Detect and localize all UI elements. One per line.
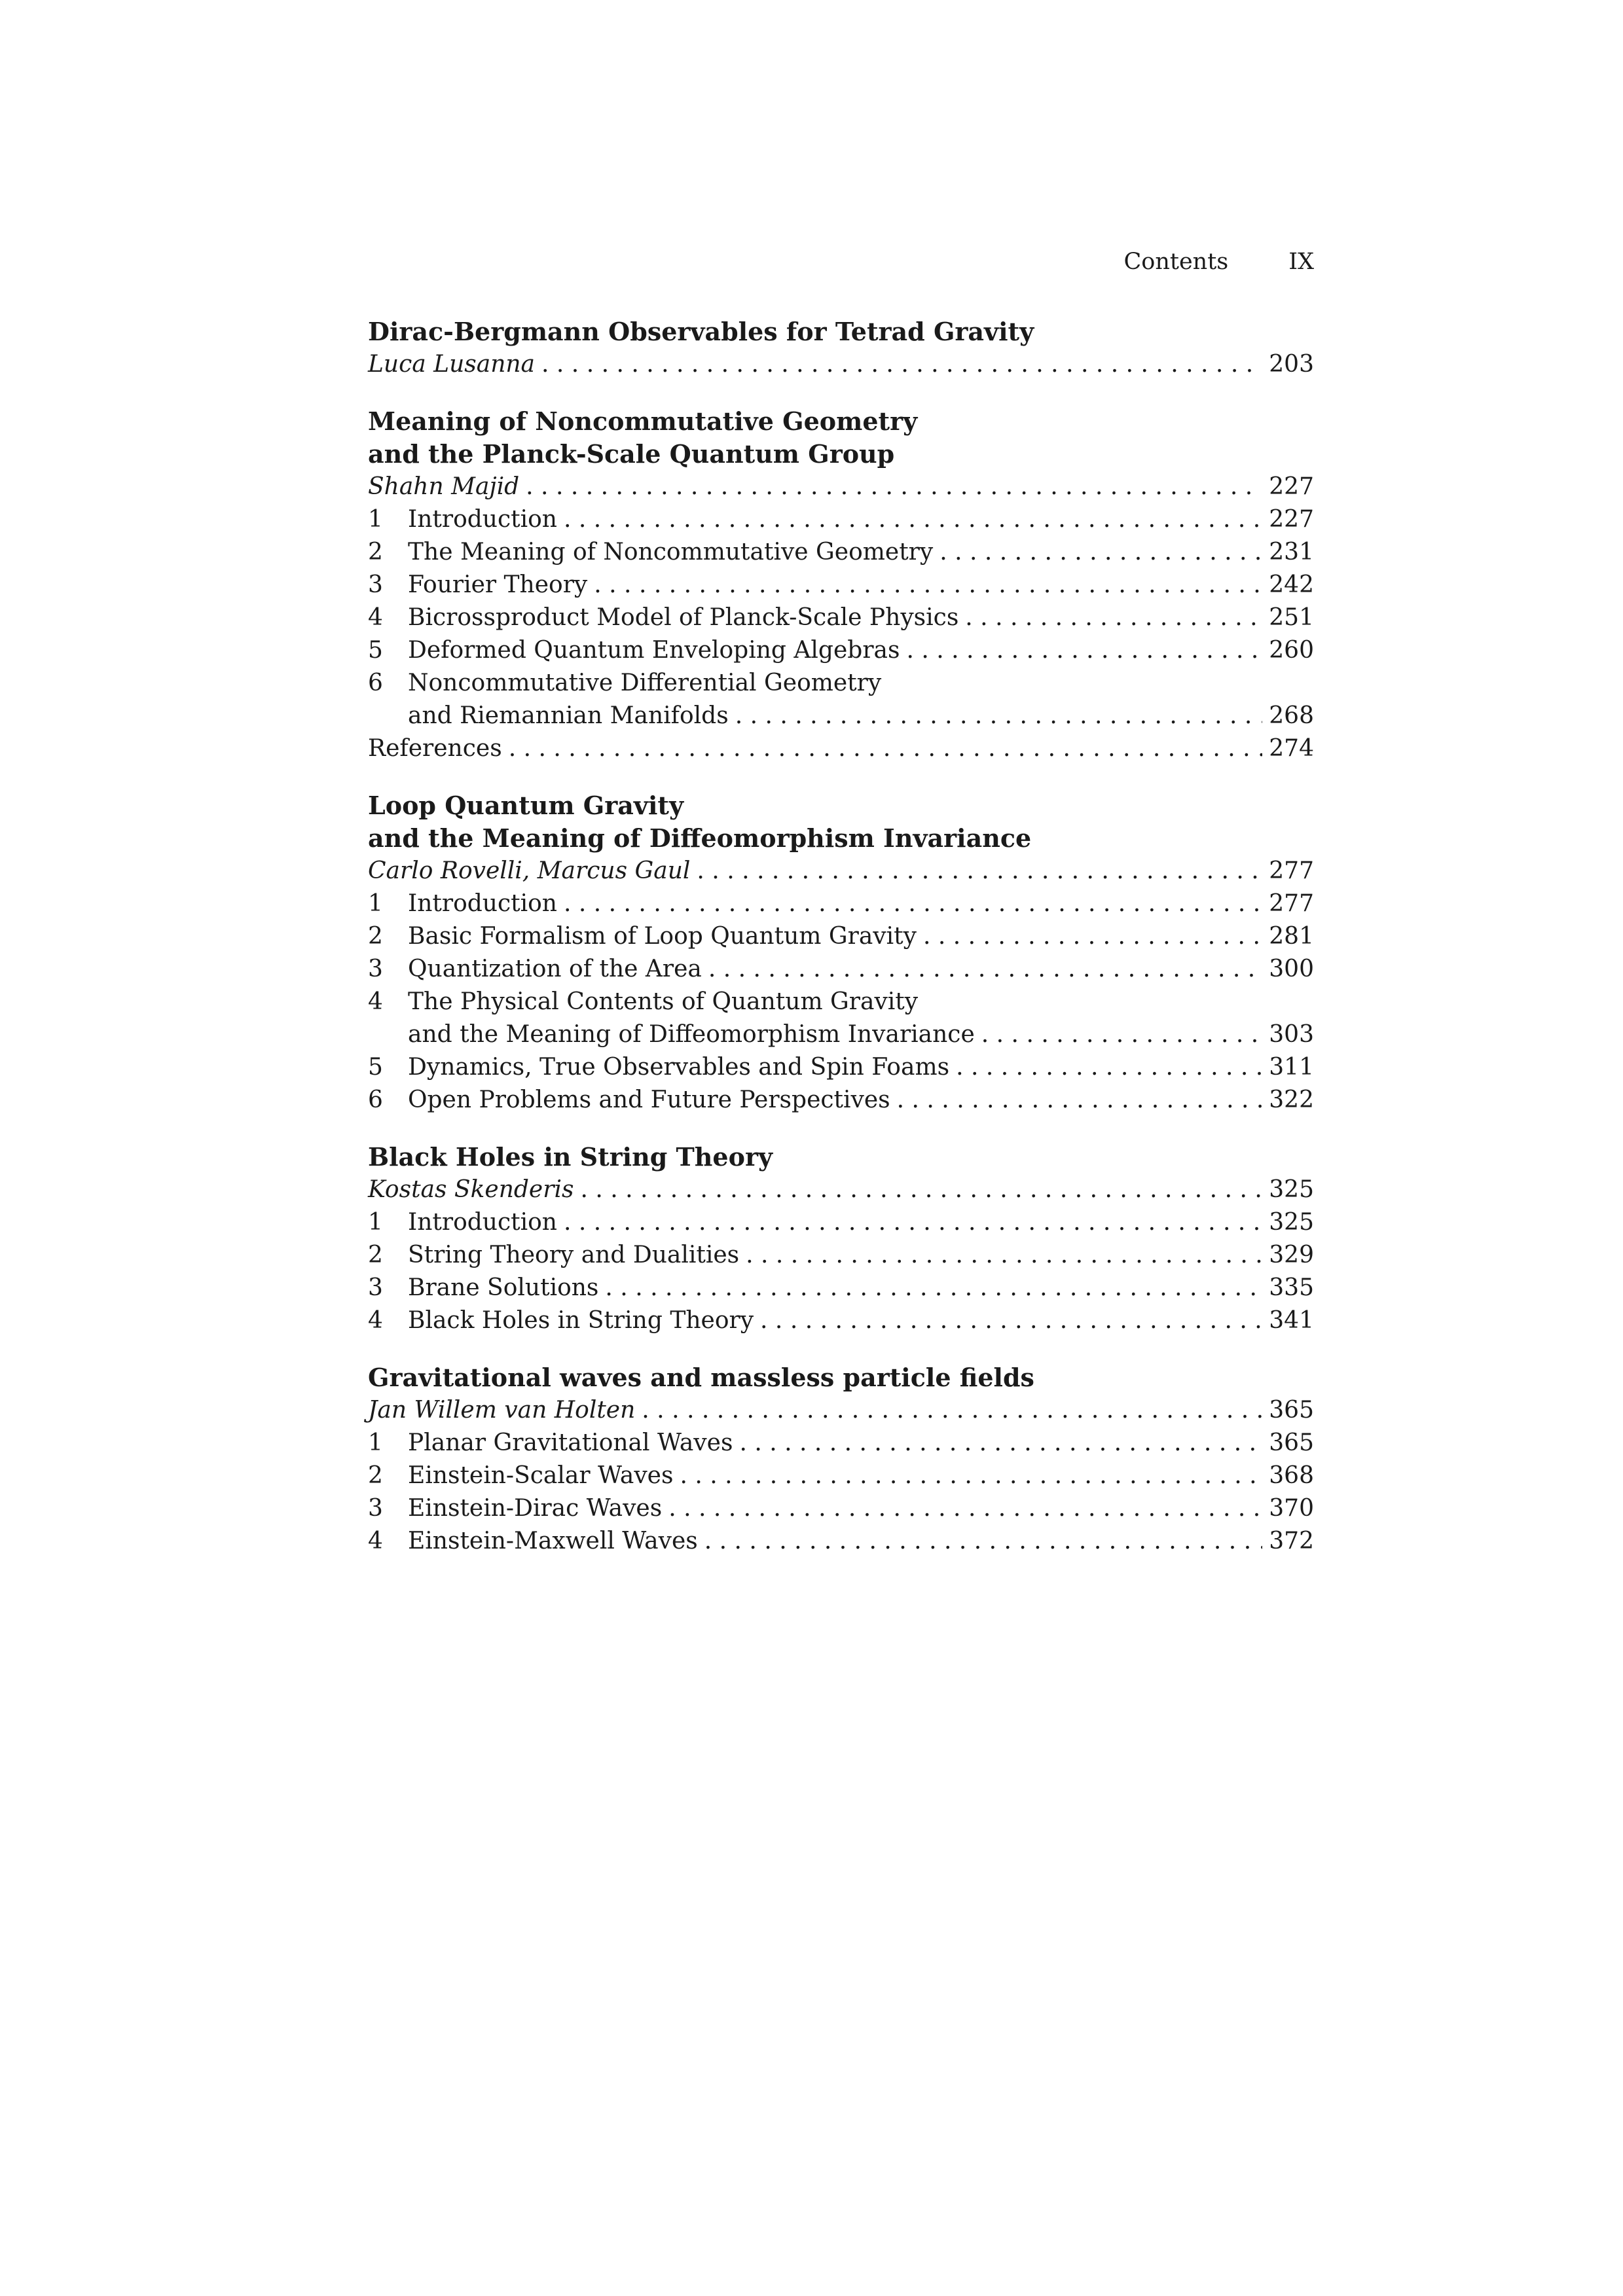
page-number: 277 (1269, 857, 1314, 884)
author-name: Shahn Majid (368, 473, 520, 500)
chapter-number: 1 (368, 506, 383, 533)
chapter-title: Black Holes in String Theory (408, 1307, 754, 1334)
author-entry[interactable] (368, 348, 1314, 381)
dot-leader (735, 700, 1263, 732)
chapter-title: Basic Formalism of Loop Quantum Gravity (408, 923, 917, 950)
page-number: 368 (1269, 1462, 1314, 1489)
chapter-number: 4 (368, 604, 383, 631)
dot-leader (981, 1018, 1263, 1051)
page-number: 268 (1269, 702, 1314, 729)
page-number: 322 (1269, 1086, 1314, 1113)
chapter-title: Introduction (408, 890, 557, 917)
toc-page (368, 249, 1314, 1582)
author-entry[interactable] (368, 471, 1314, 503)
toc-entry[interactable] (368, 1460, 1314, 1492)
dot-leader (956, 1051, 1262, 1084)
chapter-title: The Physical Contents of Quantum Gravity (408, 988, 919, 1015)
chapter-number: 2 (368, 539, 383, 565)
dot-leader (594, 569, 1262, 601)
page-number: 242 (1269, 571, 1314, 598)
chapter-number: 2 (368, 1462, 383, 1489)
dot-leader (605, 1272, 1262, 1304)
page-number: 325 (1269, 1209, 1314, 1236)
chapter-title: Introduction (408, 1209, 557, 1236)
chapter-number: 2 (368, 1242, 383, 1268)
author-name: Jan Willem van Holten (368, 1397, 636, 1424)
chapter-title: Einstein-Maxwell Waves (408, 1528, 698, 1554)
running-head (368, 249, 1314, 281)
section-title: Black Holes in String Theory (368, 1142, 773, 1172)
author-name: Luca Lusanna (368, 351, 536, 378)
chapter-number: 4 (368, 1307, 383, 1334)
dot-leader (897, 1084, 1263, 1117)
toc-entry[interactable] (368, 1018, 1314, 1051)
section-title-line-2: and the Planck-Scale Quantum Group (368, 439, 895, 469)
dot-leader (906, 634, 1262, 667)
chapter-title: Brane Solutions (408, 1274, 599, 1301)
chapter-number: 4 (368, 1528, 383, 1554)
chapter-number: 3 (368, 1495, 383, 1522)
section-title: Gravitational waves and massless particle fields (368, 1363, 1034, 1392)
dot-leader (541, 348, 1262, 381)
chapter-title: Bicrossproduct Model of Planck-Scale Physics (408, 604, 959, 631)
page-number: 370 (1269, 1495, 1314, 1522)
author-entry[interactable] (368, 1394, 1314, 1427)
chapter-title: Introduction (408, 506, 557, 533)
page-number: 341 (1269, 1307, 1314, 1334)
page-number: 303 (1269, 1021, 1314, 1048)
dot-leader (564, 1206, 1262, 1239)
page-number: 227 (1269, 506, 1314, 533)
chapter-title: Planar Gravitational Waves (408, 1429, 733, 1456)
toc-section-loop-quantum-gravity (368, 789, 1314, 1117)
dot-leader (708, 953, 1262, 986)
running-head-title: Contents (1123, 249, 1229, 275)
page-number: 251 (1269, 604, 1314, 631)
toc-entry[interactable] (368, 1084, 1314, 1117)
toc-entry[interactable] (368, 1272, 1314, 1304)
page-number: 203 (1269, 351, 1314, 378)
chapter-number: 6 (368, 1086, 383, 1113)
chapter-number: 5 (368, 1054, 383, 1081)
toc-entry[interactable] (368, 1051, 1314, 1084)
chapter-number: 6 (368, 670, 383, 696)
toc-entry[interactable] (368, 569, 1314, 601)
author-entry[interactable] (368, 855, 1314, 888)
dot-leader (739, 1427, 1262, 1460)
chapter-number: 1 (368, 890, 383, 917)
toc-entry[interactable] (368, 888, 1314, 920)
chapter-number: 3 (368, 956, 383, 982)
toc-entry[interactable] (368, 1239, 1314, 1272)
dot-leader (668, 1492, 1262, 1525)
toc-entry[interactable] (368, 503, 1314, 536)
toc-entry[interactable] (368, 634, 1314, 667)
page-number: 329 (1269, 1242, 1314, 1268)
chapter-title-continued: and the Meaning of Diffeomorphism Invariance (408, 1021, 975, 1048)
page-number: 335 (1269, 1274, 1314, 1301)
toc-entry[interactable] (368, 1427, 1314, 1460)
section-title-line-1: Meaning of Noncommutative Geometry (368, 406, 918, 436)
chapter-number: 5 (368, 637, 383, 664)
chapter-title: Deformed Quantum Enveloping Algebras (408, 637, 900, 664)
toc-section-tetrad-gravity (368, 315, 1314, 381)
toc-entry[interactable] (368, 1492, 1314, 1525)
dot-leader (580, 1174, 1262, 1206)
toc-entry-first-line[interactable] (368, 986, 1314, 1018)
section-title: Dirac-Bergmann Observables for Tetrad Gravity (368, 317, 1034, 346)
chapter-title-continued: and Riemannian Manifolds (408, 702, 729, 729)
references-label: References (368, 735, 502, 762)
page-number: 277 (1269, 890, 1314, 917)
chapter-number: 3 (368, 571, 383, 598)
chapter-title: Einstein-Dirac Waves (408, 1495, 663, 1522)
dot-leader (704, 1525, 1263, 1558)
dot-leader (923, 920, 1262, 953)
page-number: 365 (1269, 1397, 1314, 1424)
toc-entry-first-line[interactable] (368, 667, 1314, 700)
running-head-page-number: IX (1288, 249, 1314, 275)
chapter-number: 1 (368, 1209, 383, 1236)
page-number: 281 (1269, 923, 1314, 950)
page-number: 227 (1269, 473, 1314, 500)
toc-section-black-holes (368, 1141, 1314, 1337)
section-title-line-2: and the Meaning of Diffeomorphism Invariance (368, 823, 1032, 853)
page-number: 325 (1269, 1176, 1314, 1203)
chapter-title: String Theory and Dualities (408, 1242, 740, 1268)
toc-entry[interactable] (368, 953, 1314, 986)
toc-entry[interactable] (368, 1304, 1314, 1337)
author-name: Carlo Rovelli, Marcus Gaul (368, 857, 691, 884)
chapter-title: Quantization of the Area (408, 956, 702, 982)
page-number: 372 (1269, 1528, 1314, 1554)
chapter-number: 3 (368, 1274, 383, 1301)
author-name: Kostas Skenderis (368, 1176, 574, 1203)
chapter-number: 2 (368, 923, 383, 950)
toc-entry[interactable] (368, 700, 1314, 732)
dot-leader (760, 1304, 1262, 1337)
chapter-title: Einstein-Scalar Waves (408, 1462, 674, 1489)
toc-section-gravitational-waves (368, 1361, 1314, 1558)
dot-leader (746, 1239, 1262, 1272)
toc-section-noncommutative-geometry (368, 405, 1314, 765)
dot-leader (564, 503, 1262, 536)
chapter-title: Open Problems and Future Perspectives (408, 1086, 890, 1113)
page-number: 365 (1269, 1429, 1314, 1456)
toc-entry[interactable] (368, 1525, 1314, 1558)
toc-entry[interactable] (368, 601, 1314, 634)
chapter-number: 4 (368, 988, 383, 1015)
toc-entry[interactable] (368, 920, 1314, 953)
dot-leader (939, 536, 1262, 569)
section-title-line-1: Loop Quantum Gravity (368, 791, 684, 820)
chapter-number: 1 (368, 1429, 383, 1456)
page-number: 231 (1269, 539, 1314, 565)
page-number: 311 (1269, 1054, 1314, 1081)
dot-leader (697, 855, 1262, 888)
chapter-title: The Meaning of Noncommutative Geometry (408, 539, 934, 565)
chapter-title: Noncommutative Differential Geometry (408, 670, 882, 696)
chapter-title: Fourier Theory (408, 571, 588, 598)
page-number: 274 (1269, 735, 1314, 762)
page-number: 260 (1269, 637, 1314, 664)
dot-leader (642, 1394, 1262, 1427)
references-entry[interactable] (368, 732, 1314, 765)
dot-leader (509, 732, 1263, 765)
dot-leader (564, 888, 1262, 920)
chapter-title: Dynamics, True Observables and Spin Foams (408, 1054, 950, 1081)
author-entry[interactable] (368, 1174, 1314, 1206)
toc-entry[interactable] (368, 536, 1314, 569)
page-number: 300 (1269, 956, 1314, 982)
dot-leader (526, 471, 1262, 503)
dot-leader (965, 601, 1262, 634)
toc-entry[interactable] (368, 1206, 1314, 1239)
dot-leader (680, 1460, 1262, 1492)
